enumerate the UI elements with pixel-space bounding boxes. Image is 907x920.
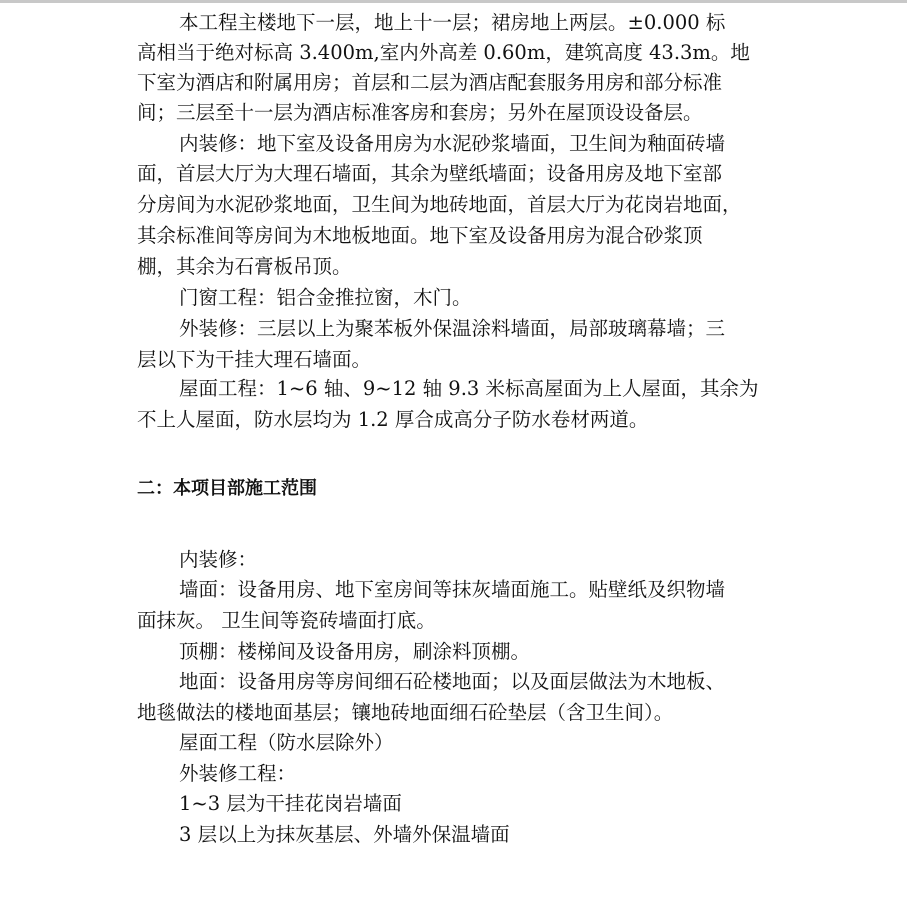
page-top-border [0,0,907,3]
paragraph-line: 1~3 层为干挂花岗岩墙面 [179,792,402,815]
paragraph-line: 地面：设备用房等房间细石砼楼地面；以及面层做法为木地板、 [179,670,726,693]
paragraph-line: 屋面工程（防水层除外） [179,731,394,754]
paragraph-line: 屋面工程：1~6 轴、9~12 轴 9.3 米标高屋面为上人屋面，其余为 [179,377,759,400]
paragraph-line: 内装修： [179,548,258,571]
paragraph-line: 外装修工程： [179,762,297,785]
paragraph-line: 墙面：设备用房、地下室房间等抹灰墙面施工。贴壁纸及织物墙 [179,578,726,601]
paragraph-line: 顶棚：楼梯间及设备用房，刷涂料顶棚。 [179,640,531,663]
paragraph-line: 面，首层大厅为大理石墙面，其余为壁纸墙面；设备用房及地下室部 [137,162,723,185]
paragraph-line: 高相当于绝对标高 3.400m,室内外高差 0.60m，建筑高度 43.3m。地 [137,41,750,64]
paragraph-line: 棚，其余为石膏板吊顶。 [137,255,352,278]
paragraph-line: 不上人屋面，防水层均为 1.2 厚合成高分子防水卷材两道。 [137,408,649,431]
paragraph-line: 地毯做法的楼地面基层；镶地砖地面细石砼垫层（含卫生间）。 [137,701,674,724]
paragraph-line: 3 层以上为抹灰基层、外墙外保温墙面 [179,823,510,846]
paragraph-line: 层以下为干挂大理石墙面。 [137,348,372,371]
paragraph-line: 分房间为水泥砂浆地面，卫生间为地砖地面，首层大厅为花岗岩地面， [137,193,742,216]
paragraph-line: 本工程主楼地下一层，地上十一层；裙房地上两层。±0.000 标 [179,11,726,34]
paragraph-line: 外装修：三层以上为聚苯板外保温涂料墙面，局部玻璃幕墙；三 [179,317,726,340]
paragraph-line: 内装修：地下室及设备用房为水泥砂浆墙面，卫生间为釉面砖墙 [179,132,726,155]
paragraph-line: 下室为酒店和附属用房；首层和二层为酒店配套服务用房和部分标准 [137,71,723,94]
paragraph-line: 门窗工程：铝合金推拉窗，木门。 [179,286,472,309]
paragraph-line: 其余标准间等房间为木地板地面。地下室及设备用房为混合砂浆顶 [137,224,703,247]
paragraph-line: 间；三层至十一层为酒店标准客房和套房；另外在屋顶设设备层。 [137,101,703,124]
paragraph-line: 面抹灰。 卫生间等瓷砖墙面打底。 [137,609,436,632]
section-heading: 二：本项目部施工范围 [137,478,317,499]
